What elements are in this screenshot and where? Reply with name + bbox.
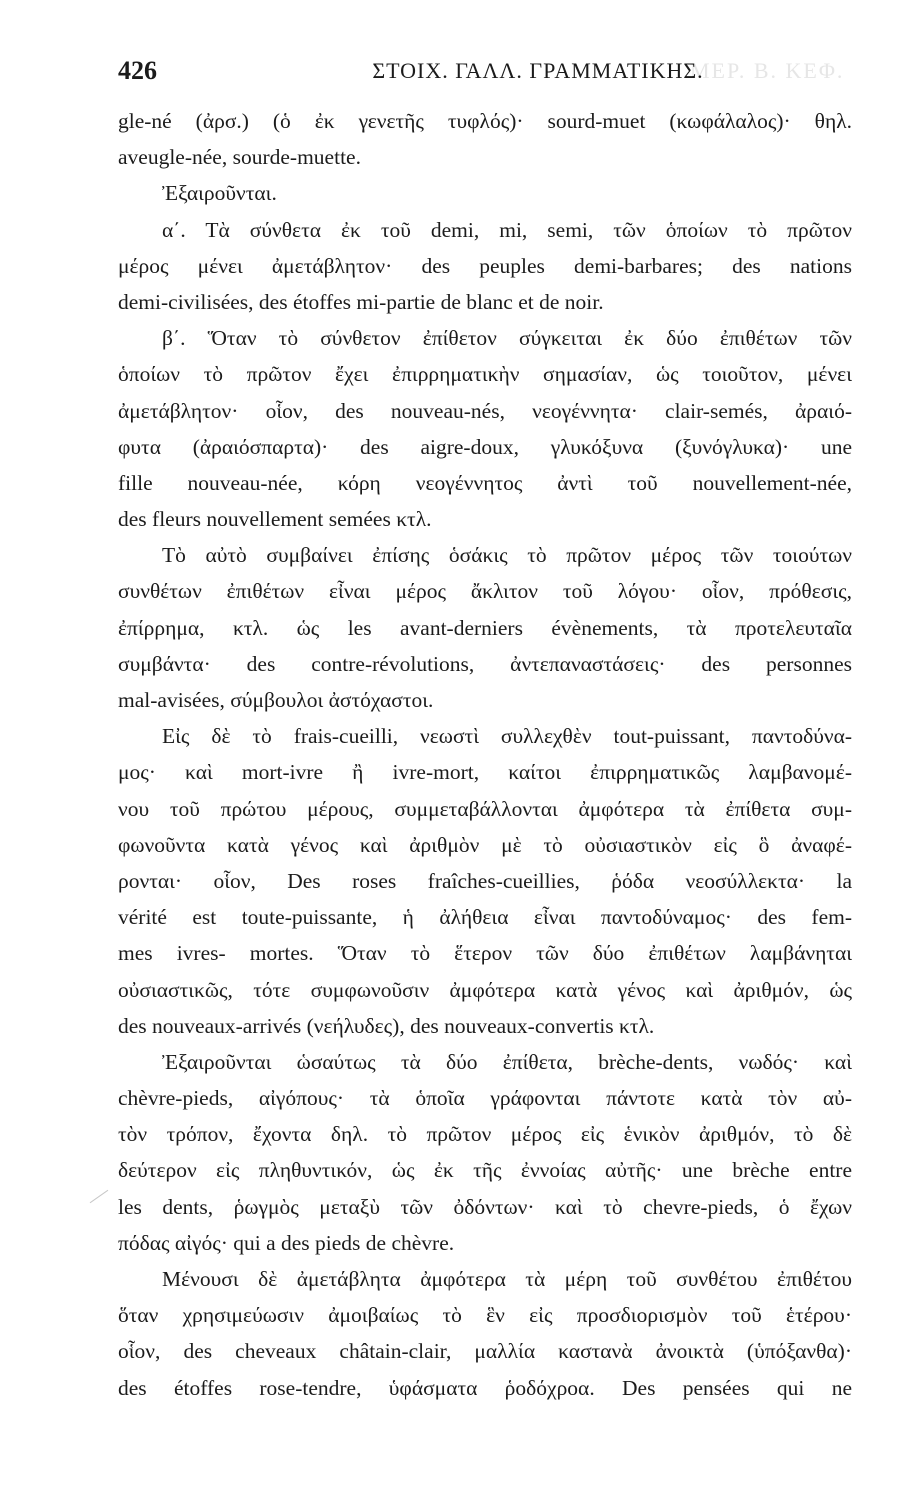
text-line: ρονται· οἷον, Des roses fraîches-cueillies, ῥόδα νεοσύλλεκτα· la [118,868,852,893]
page-number: 426 [118,56,157,85]
text-line: πόδας αἰγός· qui a des pieds de chèvre. [118,1230,455,1255]
text-line: β΄. Ὅταν τὸ σύνθετον ἐπίθετον σύγκειται ἐκ δύο ἐπιθέτων τῶν [162,326,852,351]
text-line: aveugle-née, sourde-muette. [118,145,361,170]
text-line: φυτα (ἀραιόσπαρτα)· des aigre-doux, γλυκόξυνα (ξυνόγλυκα)· une [118,434,852,459]
text-line: fille nouveau-née, κόρη νεογέννητος ἀντὶ τοῦ nouvellement-née, [118,470,852,495]
text-line: μέρος μένει ἀμετάβλητον· des peuples demi-barbares; des nations [118,253,852,278]
text-line: vérité est toute-puissante, ἡ ἀλήθεια εἶναι παντοδύναμος· des fem- [118,905,852,930]
margin-pencil-mark [90,1190,109,1203]
text-line: ὅταν χρησιμεύωσιν ἀμοιβαίως τὸ ἓν εἰς προσδιορισμὸν τοῦ ἑτέρου· [118,1303,852,1328]
text-line: φωνοῦντα κατὰ γένος καὶ ἀριθμὸν μὲ τὸ οὐσιαστικὸν εἰς ὃ ἀναφέ- [118,832,852,857]
text-line: νου τοῦ πρώτου μέρους, συμμεταβάλλονται ἀμφότερα τὰ ἐπίθετα συμ- [118,796,852,821]
text-line: οἷον, des cheveaux châtain-clair, μαλλία καστανὰ ἀνοικτὰ (ὑπόξανθα)· [118,1339,852,1364]
text-line: gle-né (ἀρσ.) (ὁ ἐκ γενετῆς τυφλός)· sourd-muet (κωφάλαλος)· θηλ. [118,109,852,133]
text-line: συμβάντα· des contre-révolutions, ἀντεπαναστάσεις· des personnes [118,651,852,676]
page-header [118,56,848,90]
text-line: δεύτερον εἰς πληθυντικόν, ὡς ἐκ τῆς ἐννοίας αὐτῆς· une brèche entre [118,1158,852,1183]
text-line: Μένουσι δὲ ἀμετάβλητα ἀμφότερα τὰ μέρη τοῦ συνθέτου ἐπιθέτου [162,1267,852,1291]
text-line: des étoffes rose-tendre, ὑφάσματα ῥοδόχροα. Des pensées qui ne [118,1375,852,1400]
text-line: μος· καὶ mort-ivre ἢ ivre-mort, καίτοι ἐπιρρηματικῶς λαμβανομέ- [118,760,852,785]
text-line: des nouveaux-arrivés (νεήλυδες), des nouveaux-convertis κτλ. [118,1013,655,1038]
text-line: α΄. Τὰ σύνθετα ἐκ τοῦ demi, mi, semi, τῶν ὁποίων τὸ πρῶτον [162,217,852,242]
text-line: mes ivres- mortes. Ὅταν τὸ ἕτερον τῶν δύο ἐπιθέτων λαμβάνηται [118,941,852,966]
text-line: des fleurs nouvellement semées κτλ. [118,507,432,532]
text-line: συνθέτων ἐπιθέτων εἶναι μέρος ἄκλιτον τοῦ λόγου· οἷον, πρόθεσις, [118,579,852,604]
running-head: ΣΤΟΙΧ. ΓΑΛΛ. ΓΡΑΜΜΑΤΙΚΗΣ. [372,58,704,83]
text-line: Ἐξαιροῦνται ὡσαύτως τὰ δύο ἐπίθετα, brèche-dents, νωδός· καὶ [162,1049,852,1074]
body-text [118,103,852,1406]
text-line: mal-avisées, σύμβουλοι ἀστόχαστοι. [118,688,434,712]
text-line: Ἐξαιροῦνται. [162,181,277,206]
text-line: οὐσιαστικῶς, τότε συμφωνοῦσιν ἀμφότερα κατὰ γένος καὶ ἀριθμόν, ὡς [118,977,852,1002]
text-line: demi-civilisées, des étoffes mi-partie de blanc et de noir. [118,289,604,314]
text-line: ἐπίρρημα, κτλ. ὡς les avant-derniers évènements, τὰ προτελευταῖα [118,615,852,640]
text-line: chèvre-pieds, αἰγόπους· τὰ ὁποῖα γράφονται πάντοτε κατὰ τὸν αὐ- [118,1086,852,1111]
text-line: ἀμετάβλητον· οἷον, des nouveau-nés, νεογέννητα· clair-semés, ἀραιό- [118,398,852,423]
text-line: τὸν τρόπον, ἔχοντα δηλ. τὸ πρῶτον μέρος εἰς ἑνικὸν ἀριθμόν, τὸ δὲ [118,1122,852,1147]
bleed-through-text: ΜΕΡ. Β. ΚΕΦ. [690,58,845,83]
text-line: Εἰς δὲ τὸ frais-cueilli, νεωστὶ συλλεχθὲν tout-puissant, παντοδύνα- [162,724,852,749]
text-line: ὁποίων τὸ πρῶτον ἔχει ἐπιρρηματικὴν σημασίαν, ὡς τοιοῦτον, μένει [118,362,852,387]
text-line: les dents, ῥωγμὸς μεταξὺ τῶν ὀδόντων· καὶ τὸ chevre-pieds, ὁ ἔχων [118,1194,852,1219]
text-line: Τὸ αὐτὸ συμβαίνει ἐπίσης ὁσάκις τὸ πρῶτον μέρος τῶν τοιούτων [162,543,852,568]
